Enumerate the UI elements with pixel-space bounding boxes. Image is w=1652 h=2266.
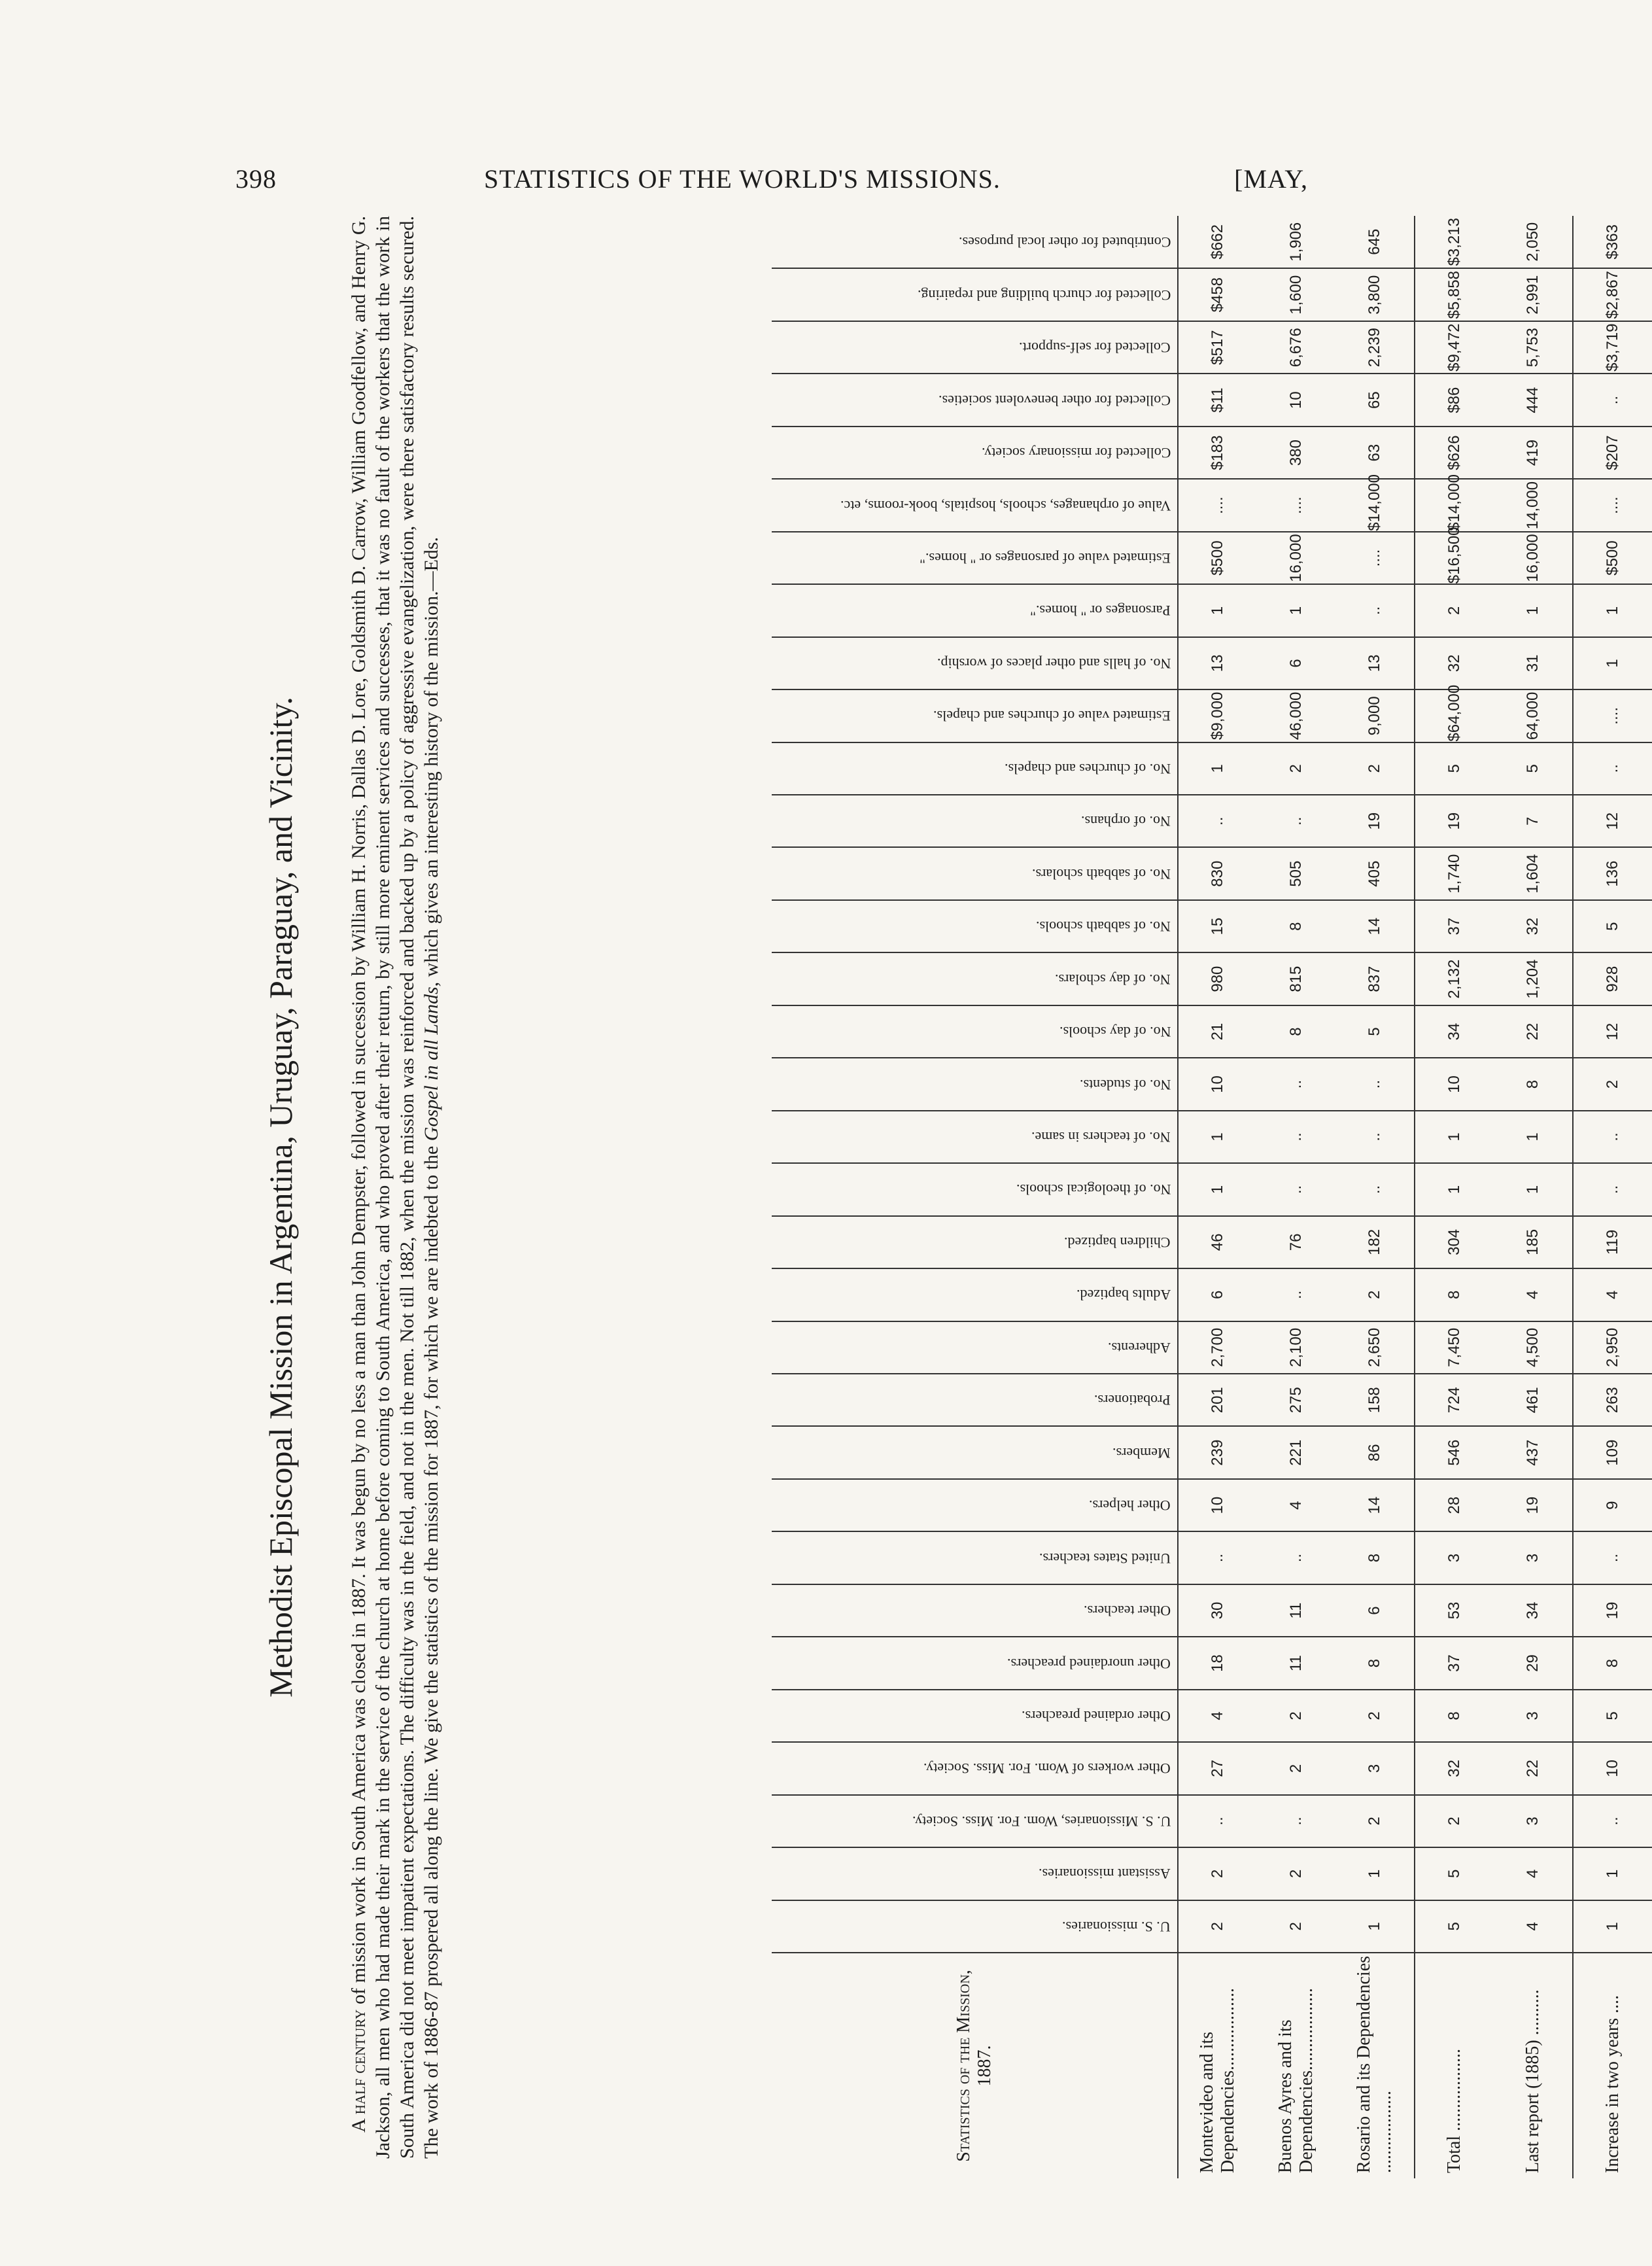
column-header [772,1900,1178,1953]
table-cell: 32 [1494,900,1573,952]
table-cell: 13 [1335,637,1415,689]
row-label: Increase in two years .... [1573,1953,1652,2178]
intro-paragraph [347,216,443,2159]
column-header-label: Adults baptized. [1076,1287,1171,1304]
table-cell: 419 [1494,427,1573,479]
table-row [1178,216,1257,2178]
table-cell: $2,867 [1573,269,1652,321]
table-cell: 5 [1415,1847,1494,1900]
column-header-label: Collected for other benevolent societies. [938,392,1171,409]
table-cell: 1,204 [1494,952,1573,1005]
table-cell: .. [1335,584,1415,636]
table-cell: 8 [1573,1637,1652,1689]
column-header [772,742,1178,795]
table-cell: 5 [1573,900,1652,952]
table-cell: 380 [1257,427,1335,479]
table-cell: 1 [1178,1111,1257,1163]
column-header-label: No. of theological schools. [1016,1181,1171,1198]
corner-year: 1887. [974,2045,995,2087]
column-header-label: U. S. missionaries. [1062,1918,1171,1935]
table-cell: 2 [1573,1058,1652,1110]
column-header-label: Value of orphanages, schools, hospitals, book-rooms, etc. [840,497,1171,514]
table-cell: $14,000 [1415,479,1494,531]
table-cell: 4 [1573,1268,1652,1321]
table-cell: 109 [1573,1426,1652,1478]
column-header-label: No. of sabbath schools. [1036,918,1171,935]
table-cell: 815 [1257,952,1335,1005]
table-cell: 19 [1335,795,1415,847]
table-cell: 6 [1178,1268,1257,1321]
column-header [772,900,1178,952]
table-cell: 2,650 [1335,1321,1415,1374]
table-cell: 724 [1415,1374,1494,1426]
table-cell: 53 [1415,1584,1494,1637]
table-cell: 2 [1178,1900,1257,1953]
table-cell: 3,800 [1335,269,1415,321]
table-cell: $14,000 [1335,479,1415,531]
table-cell: 13 [1178,637,1257,689]
table-cell: 32 [1415,637,1494,689]
table-cell: 34 [1494,1584,1573,1637]
page-number: 398 [235,164,277,194]
table-cell: 5 [1415,1900,1494,1953]
row-label: Rosario and its Dependencies .................. [1354,1955,1395,2173]
table-cell: $9,000 [1178,689,1257,742]
column-header [772,1584,1178,1637]
table-cell: $64,000 [1415,689,1494,742]
table-cell: 5 [1335,1005,1415,1058]
column-header-label: Probationers. [1094,1392,1171,1409]
table-row [1335,216,1415,2178]
table-cell: 239 [1178,1426,1257,1478]
column-header [772,1637,1178,1689]
table-cell: $183 [1178,427,1257,479]
column-header-label: Assistant missionaries. [1039,1866,1171,1883]
column-header-label: Other teachers. [1083,1603,1171,1620]
table-cell: 10 [1257,374,1335,426]
table-cell: 1 [1178,742,1257,795]
table-cell: 19 [1415,795,1494,847]
table-cell: 4 [1257,1479,1335,1531]
table-cell: 8 [1415,1690,1494,1742]
table-cell: 2 [1335,1690,1415,1742]
table-cell: 1 [1573,584,1652,636]
table-cell: 32 [1415,1742,1494,1794]
column-header-label: Collected for church building and repairing. [917,287,1171,304]
table-cell: 405 [1335,847,1415,899]
table-cell: 2 [1257,1690,1335,1742]
table-cell: 76 [1257,1216,1335,1268]
table-cell: 6 [1257,637,1335,689]
column-header [772,216,1178,269]
table-cell: 7,450 [1415,1321,1494,1374]
table-cell: $500 [1573,532,1652,584]
table-cell: 505 [1257,847,1335,899]
table-cell: 19 [1494,1479,1573,1531]
table-cell: 304 [1415,1216,1494,1268]
table-cell: 29 [1494,1637,1573,1689]
table-cell: 837 [1335,952,1415,1005]
table-cell: 30 [1178,1584,1257,1637]
table-cell: 5 [1415,742,1494,795]
column-header-label: No. of orphans. [1081,813,1171,830]
column-header-label: Other workers of Wom. For. Miss. Society. [923,1760,1171,1777]
table-cell: 16,000 [1257,532,1335,584]
table-cell: 12 [1573,1005,1652,1058]
table-cell: 14,000 [1494,479,1573,531]
table-cell: $500 [1178,532,1257,584]
table-cell: 5 [1573,1690,1652,1742]
table-cell: 9 [1573,1479,1652,1531]
table-cell: 37 [1415,1637,1494,1689]
statistics-table [772,216,1652,2178]
table-cell: $517 [1178,321,1257,374]
table-cell: 9,000 [1335,689,1415,742]
table-cell: $3,213 [1415,216,1494,269]
table-cell: 2 [1257,1847,1335,1900]
table-cell: 7 [1494,795,1573,847]
table-cell: $207 [1573,427,1652,479]
column-header [772,532,1178,584]
table-cell: .. [1178,1795,1257,1847]
column-header-label: Children baptized. [1064,1234,1171,1251]
table-cell: 1 [1573,1847,1652,1900]
table-cell: 201 [1178,1374,1257,1426]
table-cell: 461 [1494,1374,1573,1426]
table-cell: .... [1573,689,1652,742]
table-cell: 4 [1494,1268,1573,1321]
intro-tail: , which gives an interesting history of the mission.—Eds. [421,536,442,987]
table-cell: 1,600 [1257,269,1335,321]
table-cell: 1,604 [1494,847,1573,899]
intro-text: of mission work in South America was closed in 1887. It was begun by no less a man than John Dempster, followed in succession by William H. Norris, Dallas D. Lore, Goldsmith D. Carrow, William Goodfellow, and Henry G. Jackson, all men who had made their mark in the service of the church at home before coming to South America, and who proved after their return, by still more eminent services and successes, that it was no fault of the workers that the work in South America did not meet impatient expectations. The difficulty was in the field, and not in the men. Not till 1882, when the mission was reinforced and backed up by a policy of aggressive evangelization, were there satisfactory results secured. The work of 1886-87 prospered all along the line. We give the statistics of the mission for 1887, for which we are indebted to the [348,216,442,2159]
table-cell: $86 [1415,374,1494,426]
table-cell: 275 [1257,1374,1335,1426]
table-cell: 14 [1335,900,1415,952]
table-cell: 18 [1178,1637,1257,1689]
table-cell: $458 [1178,269,1257,321]
table-cell: .. [1573,1111,1652,1163]
table-cell: 10 [1178,1479,1257,1531]
column-header [772,1426,1178,1478]
running-month: [MAY, [1234,164,1308,194]
table-cell: 4 [1178,1690,1257,1742]
table-cell: 1,740 [1415,847,1494,899]
table-cell: 64,000 [1494,689,1573,742]
table-cell: 34 [1415,1005,1494,1058]
column-header [772,1268,1178,1321]
table-cell: .. [1178,795,1257,847]
table-cell: 10 [1178,1058,1257,1110]
column-header-label: Adherents. [1108,1339,1171,1356]
table-cell: $11 [1178,374,1257,426]
table-cell: 158 [1335,1374,1415,1426]
table-cell: 2,100 [1257,1321,1335,1374]
table-cell: 22 [1494,1742,1573,1794]
table-cell: 119 [1573,1216,1652,1268]
table-cell: $16,500 [1415,532,1494,584]
table-cell: .... [1573,479,1652,531]
column-header-label: No. of day schools. [1059,1024,1171,1041]
corner-header [772,1953,1178,2178]
column-header [772,1374,1178,1426]
table-cell: 65 [1335,374,1415,426]
row-label: Total .................. [1415,1953,1494,2178]
table-cell: 2,239 [1335,321,1415,374]
running-title: STATISTICS OF THE WORLD'S MISSIONS. [484,164,1001,194]
table-cell: 10 [1415,1058,1494,1110]
column-header-label: Estimated value of parsonages or " homes." [920,550,1171,566]
table-cell: 1 [1573,637,1652,689]
table-cell: .... [1178,479,1257,531]
column-header-label: Contributed for other local purposes. [958,234,1171,251]
column-header [772,584,1178,636]
table-cell: .. [1573,1163,1652,1215]
table-cell: 437 [1494,1426,1573,1478]
table-cell: 2 [1257,742,1335,795]
table-cell: 86 [1335,1426,1415,1478]
table-cell: 4,500 [1494,1321,1573,1374]
table-cell: 1,906 [1257,216,1335,269]
table-cell: 8 [1257,1005,1335,1058]
table-cell: 928 [1573,952,1652,1005]
table-cell: 14 [1335,1479,1415,1531]
table-cell: $662 [1178,216,1257,269]
table-cell: 10 [1573,1742,1652,1794]
column-header [772,952,1178,1005]
table-cell: 21 [1178,1005,1257,1058]
table-row [1257,216,1335,2178]
column-header [772,847,1178,899]
table-cell: $9,472 [1415,321,1494,374]
table-cell: 11 [1257,1637,1335,1689]
column-header-label: No. of day scholars. [1055,971,1171,988]
table-cell: 46,000 [1257,689,1335,742]
table-cell: 2,132 [1415,952,1494,1005]
table-cell: 46 [1178,1216,1257,1268]
table-cell: .. [1573,1531,1652,1584]
table-cell: 5 [1494,742,1573,795]
table-cell: 1 [1415,1163,1494,1215]
column-header-label: No. of halls and other places of worship. [937,655,1171,672]
column-header [772,1058,1178,1110]
table-cell: 1 [1415,1111,1494,1163]
table-cell: .. [1335,1163,1415,1215]
table-cell: 136 [1573,847,1652,899]
table-cell: .. [1178,1531,1257,1584]
column-header-label: Members. [1112,1444,1171,1461]
table-cell: 1 [1257,584,1335,636]
table-cell: 3 [1494,1795,1573,1847]
column-header [772,479,1178,531]
table-cell: 3 [1335,1742,1415,1794]
table-cell: 2 [1335,1268,1415,1321]
column-header-label: Other helpers. [1089,1497,1171,1514]
table-cell: 8 [1494,1058,1573,1110]
table-cell: 8 [1257,900,1335,952]
table-cell: .. [1257,1163,1335,1215]
table-cell: 4 [1494,1900,1573,1953]
column-header-label: No. of teachers in same. [1031,1128,1171,1145]
table-cell: .... [1335,532,1415,584]
column-header-label: Other ordained preachers. [1022,1707,1171,1724]
row-label: Buenos Ayres and its Dependencies.................. [1275,1987,1316,2173]
table-header-row [772,216,1178,2178]
table-cell: 2,991 [1494,269,1573,321]
rotated-page-body [262,216,1623,2178]
table-row [1494,216,1573,2178]
column-header [772,689,1178,742]
intro-italic-title: Gospel in all Lands [421,986,442,1142]
table-cell: 3 [1494,1690,1573,1742]
table-cell: 182 [1335,1216,1415,1268]
table-cell: 980 [1178,952,1257,1005]
table-cell: 28 [1415,1479,1494,1531]
table-cell: 185 [1494,1216,1573,1268]
table-cell: .... [1257,479,1335,531]
table-cell: .. [1257,795,1335,847]
column-header [772,1321,1178,1374]
table-cell: 1 [1494,584,1573,636]
column-header [772,1742,1178,1794]
table-cell: 8 [1415,1268,1494,1321]
table-cell: 12 [1573,795,1652,847]
table-cell: .. [1335,1111,1415,1163]
running-head [235,164,1308,203]
table-cell: 1 [1335,1847,1415,1900]
column-header [772,1531,1178,1584]
table-cell: 16,000 [1494,532,1573,584]
table-cell: 263 [1573,1374,1652,1426]
column-header [772,321,1178,374]
table-cell: 3 [1494,1531,1573,1584]
table-cell: 8 [1335,1531,1415,1584]
column-header [772,1847,1178,1900]
table-cell: .. [1257,1058,1335,1110]
table-cell: 444 [1494,374,1573,426]
table-row [1573,216,1652,2178]
row-label: Montevideo and its Dependencies.................. [1197,1987,1238,2173]
table-cell: 2 [1178,1847,1257,1900]
table-cell: $626 [1415,427,1494,479]
column-header [772,269,1178,321]
table-cell: .. [1573,374,1652,426]
table-cell: .. [1335,1058,1415,1110]
table-cell: $5,858 [1415,269,1494,321]
table-cell: .. [1573,1795,1652,1847]
table-cell: 2 [1415,584,1494,636]
table-cell: .. [1257,1268,1335,1321]
column-header [772,427,1178,479]
table-cell: 37 [1415,900,1494,952]
table-cell: 2 [1335,742,1415,795]
table-row [1415,216,1494,2178]
column-header [772,1216,1178,1268]
column-header [772,1479,1178,1531]
row-label: Last report (1885) .......... [1523,1989,1543,2173]
table-cell: .. [1573,742,1652,795]
table-cell: 645 [1335,216,1415,269]
table-cell: 1 [1178,1163,1257,1215]
column-header-label: Parsonages or " homes." [1030,602,1171,619]
table-cell: 63 [1335,427,1415,479]
corner-label: Statistics of the Mission, [954,1970,974,2162]
table-cell: 2,950 [1573,1321,1652,1374]
table-cell: 2 [1335,1795,1415,1847]
table-cell: 2 [1257,1742,1335,1794]
column-header-label: No. of churches and chapels. [1004,760,1171,777]
column-header-label: United States teachers. [1039,1550,1171,1567]
column-header [772,1163,1178,1215]
column-header [772,1005,1178,1058]
table-cell: 27 [1178,1742,1257,1794]
table-cell: 6,676 [1257,321,1335,374]
table-cell: 5,753 [1494,321,1573,374]
column-header-label: Collected for missionary society. [981,445,1171,462]
table-cell: 2,700 [1178,1321,1257,1374]
table-cell: 1 [1178,584,1257,636]
table-cell: .. [1257,1111,1335,1163]
table-cell: 15 [1178,900,1257,952]
column-header-label: No. of sabbath scholars. [1031,865,1171,882]
table-cell: 1 [1494,1111,1573,1163]
table-cell: 1 [1494,1163,1573,1215]
table-body [1178,216,1652,2178]
intro-lead: A half century [348,2009,370,2133]
column-header-label: No. of students. [1079,1076,1171,1093]
table-cell: $3,719 [1573,321,1652,374]
table-cell: 546 [1415,1426,1494,1478]
table-cell: 6 [1335,1584,1415,1637]
column-header-label: U. S. Missionaries, Wom. For. Miss. Society. [912,1813,1171,1830]
table-cell: $363 [1573,216,1652,269]
table-cell: 31 [1494,637,1573,689]
column-header-label: Estimated value of churches and chapels. [933,708,1171,725]
table-cell: 22 [1494,1005,1573,1058]
column-header [772,1690,1178,1742]
table-cell: 11 [1257,1584,1335,1637]
column-header [772,1795,1178,1847]
table-cell: 8 [1335,1637,1415,1689]
table-cell: 3 [1415,1531,1494,1584]
table-cell: .. [1257,1531,1335,1584]
table-cell: 4 [1494,1847,1573,1900]
table-cell: .. [1257,1795,1335,1847]
column-header [772,795,1178,847]
column-header [772,1111,1178,1163]
table-cell: 2 [1415,1795,1494,1847]
table-cell: 830 [1178,847,1257,899]
column-header [772,637,1178,689]
table-cell: 19 [1573,1584,1652,1637]
table-cell: 1 [1573,1900,1652,1953]
column-header-label: Collected for self-support. [1019,340,1171,357]
table-cell: 2,050 [1494,216,1573,269]
table-cell: 1 [1335,1900,1415,1953]
table-cell: 2 [1257,1900,1335,1953]
column-header [772,374,1178,426]
column-header-label: Other unordained preachers. [1007,1655,1171,1672]
article-heading: Methodist Episcopal Mission in Argentina, Uruguay, Paraguay, and Vicinity. [262,697,299,1698]
table-cell: 221 [1257,1426,1335,1478]
